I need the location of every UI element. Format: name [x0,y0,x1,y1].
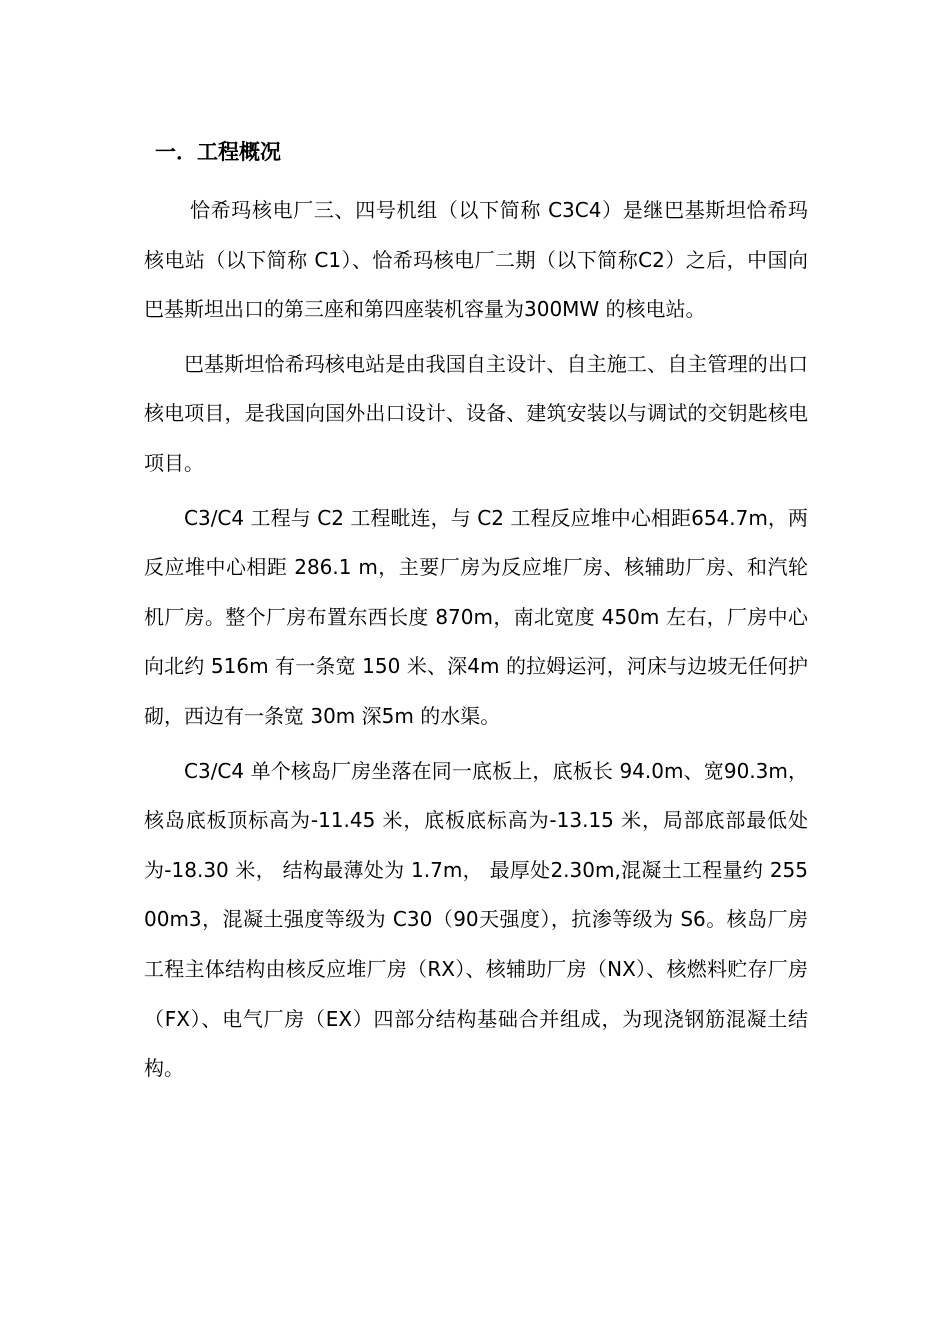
paragraph-project-intro: 恰希玛核电厂三、四号机组（以下简称 C3C4）是继巴基斯坦恰希玛核电站（以下简称 C1）、恰希玛核电厂二期（以下简称C2）之后，中国向巴基斯坦出口的第三座和第四座装机容量为300MW 的核电站。 [144,198,808,322]
document-body [144,186,808,1099]
section-heading: 一．工程概况 [155,140,281,164]
paragraph-site-layout: C3/C4 工程与 C2 工程毗连，与 C2 工程反应堆中心相距654.7m，两反应堆中心相距 286.1 m，主要厂房为反应堆厂房、核辅助厂房、和汽轮机厂房。整个厂房布置东西长度 870m，南北宽度 450m 左右，厂房中心向北约 516m 有一条宽 150 米、深4m 的拉姆运河，河床与边坡无任何护砌，西边有一条宽 30m 深5m 的水渠。 [144,505,808,728]
paragraph-project-nature: 巴基斯坦恰希玛核电站是由我国自主设计、自主施工、自主管理的出口核电项目，是我国向国外出口设计、设备、建筑安装以与调试的交钥匙核电项目。 [144,351,808,475]
paragraph-nuclear-island: C3/C4 单个核岛厂房坐落在同一底板上，底板长 94.0m、宽90.3m，核岛底板顶标高为-11.45 米，底板底标高为-13.15 米，局部底部最低处为-18.30 米， 结构最薄处为 1.7m， 最厚处2.30m,混凝土工程量约 25500m3，混凝土强度等级为 C30（90天强度），抗渗等级为 S6。核岛厂房工程主体结构由核反应堆厂房（RX）、核辅助厂房（NX）、核燃料贮存厂房（FX）、电气厂房（EX）四部分结构基础合并组成，为现浇钢筋混凝土结构。 [144,758,808,1081]
